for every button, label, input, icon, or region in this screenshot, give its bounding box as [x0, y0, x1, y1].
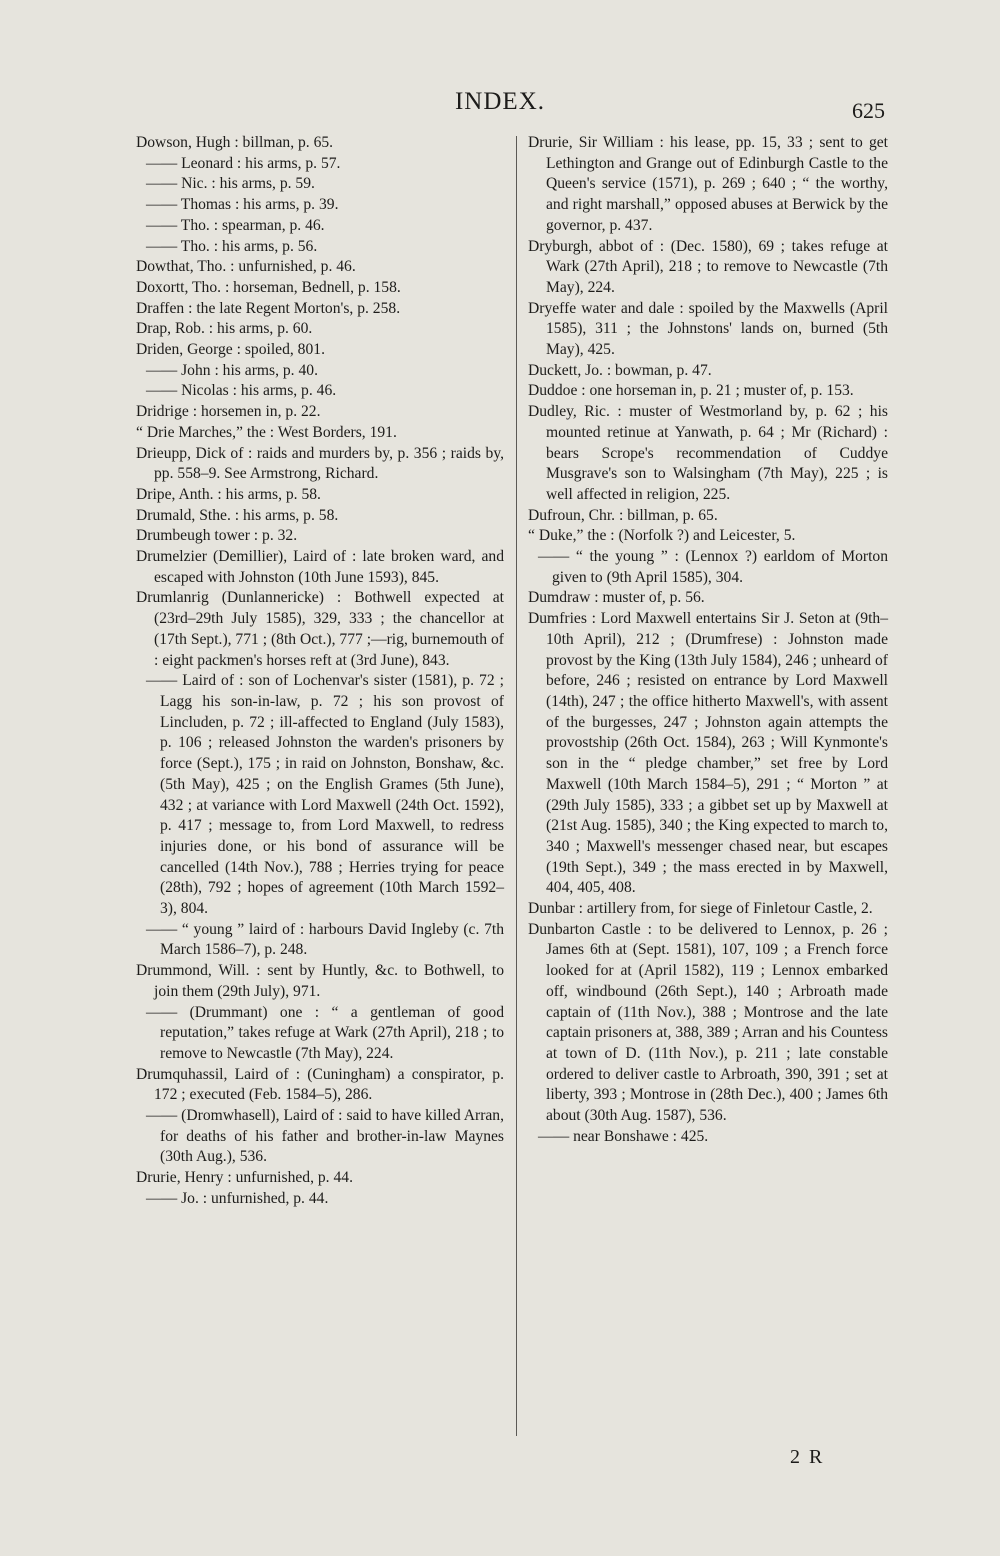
index-entry: Drieupp, Dick of : raids and murders by, p. 356 ; raids by, pp. 558–9. See Armstrong, Richard.: [136, 444, 504, 483]
index-subentry: —— Thomas : his arms, p. 39.: [146, 196, 339, 214]
column-divider: [516, 136, 517, 1436]
index-subentry: —— “ young ” laird of : harbours David Ingleby (c. 7th March 1586–7), p. 248.: [146, 920, 504, 959]
index-entry: Dunbarton Castle : to be delivered to Lennox, p. 26 ; James 6th at (Sept. 1581), 107, 109 ; a French force looked for at (April 1582), 119 ; Lennox embarked off, windbound (26th Sept.), 140 ; Arbroath made captain of (11th Nov.), 388 ; Montrose and the late captain prisoners at, 388, 389 ; Arran and his Countess at town of D. (11th Nov.), p. 211 ; late constable ordered to deliver castle to Arbroath, 390, 391 ; set at liberty, 393 ; Montrose in (28th Dec.), 400 ; James 6th about (30th Aug. 1587), 536.: [528, 920, 888, 1125]
signature-mark: 2 R: [790, 1446, 825, 1468]
index-entry: Dumfries : Lord Maxwell entertains Sir J. Seton at (9th–10th April), 212 ; (Drumfrese) : Johnston made provost by the King (13th July 1584), 246 ; unheard of before, 246 ; resisted on entrance by Lord Maxwell (14th), 247 ; the office hitherto Maxwell's, with assent of the burgesses, 247 ; Johnston again attempts the provostship (26th Oct. 1584), 263 ; Will Kynmonte's son in the “ pledge chamber,” set free by Lord Maxwell (10th March 1584–5), 291 ; “ Morton ” at (29th July 1585), 333 ; a gibbet set up by Maxwell at (21st Aug. 1585), 340 ; the King expected to march to, 340 ; Maxwell's messenger chased near, but escapes (19th Sept.), 349 ; the mass erected in by Maxwell, 404, 405, 408.: [528, 610, 888, 897]
index-subentry: —— Tho. : his arms, p. 56.: [146, 237, 318, 255]
index-column-right: [528, 133, 888, 1147]
index-entry: Dudley, Ric. : muster of Westmorland by, p. 62 ; his mounted retinue at Yanwath, p. 64 ; Mr (Richard) : bears Scrope's recommendation of Cuddye Musgrave's son to Walsingham (7th May), 225 ; is well affected in religion, 225.: [528, 403, 888, 503]
index-entry: Dowson, Hugh : billman, p. 65.: [136, 134, 334, 151]
index-entry: Duckett, Jo. : bowman, p. 47.: [528, 361, 712, 379]
index-subentry: —— Tho. : spearman, p. 46.: [146, 216, 325, 234]
index-entry: “ Drie Marches,” the : West Borders, 191.: [136, 423, 397, 441]
index-entry: “ Duke,” the : (Norfolk ?) and Leicester, 5.: [528, 527, 796, 545]
index-subentry: —— Laird of : son of Lochenvar's sister (1581), p. 72 ; Lagg his son-in-law, p. 72 ; his son provost of Lincluden, p. 72 ; ill-affected to England (July 1583), p. 106 ; released Johnston the warden's prisoners by force (Sept.), 175 ; in raid on Johnston, Bonshaw, &c. (5th May), 425 ; on the English Grames (5th June), 432 ; at variance with Lord Maxwell (24th Oct. 1592), p. 417 ; message to, from Lord Maxwell, to redress injuries done, or his bond of assurance will be cancelled (14th Nov.), 788 ; Herries trying for peace (28th), 792 ; hopes of agreement (10th March 1592–3), 804.: [146, 672, 504, 918]
index-entry: Duddoe : one horseman in, p. 21 ; muster of, p. 153.: [528, 382, 854, 400]
index-entry: Draffen : the late Regent Morton's, p. 258.: [136, 299, 401, 317]
index-subentry: —— John : his arms, p. 40.: [146, 361, 318, 379]
index-entry: Drumquhassil, Laird of : (Cuningham) a conspirator, p. 172 ; executed (Feb. 1584–5), 286.: [136, 1065, 504, 1104]
index-subentry: —— (Drummant) one : “ a gentleman of good reputation,” takes refuge at Wark (27th April), 218 ; to remove to Newcastle (7th May), 224.: [146, 1003, 504, 1062]
index-entry: Dumdraw : muster of, p. 56.: [528, 589, 705, 607]
index-subentry: —— Nic. : his arms, p. 59.: [146, 175, 315, 193]
index-entry: Drumlanrig (Dunlannericke) : Bothwell expected at (23rd–29th July 1585), 329, 333 ; the chancellor at (17th Sept.), 771 ; (8th Oct.), 777 ;—rig, burnemouth of : eight packmen's horses reft at (3rd June), 843.: [136, 589, 504, 669]
index-entry: Drummond, Will. : sent by Huntly, &c. to Bothwell, to join them (29th July), 971.: [136, 962, 504, 1000]
page-number: 625: [852, 98, 885, 123]
index-entry: Dryburgh, abbot of : (Dec. 1580), 69 ; takes refuge at Wark (27th April), 218 ; to remove to Newcastle (7th May), 224.: [528, 237, 888, 296]
running-title: INDEX.: [454, 88, 545, 115]
index-entry: Dufroun, Chr. : billman, p. 65.: [528, 506, 718, 524]
index-subentry: —— (Dromwhasell), Laird of : said to have killed Arran, for deaths of his father and brother-in-law Maynes (30th Aug.), 536.: [146, 1107, 504, 1166]
index-entry: Drurie, Henry : unfurnished, p. 44.: [136, 1169, 353, 1187]
index-subentry: —— Nicolas : his arms, p. 46.: [146, 382, 337, 400]
index-entry: Driden, George : spoiled, 801.: [136, 341, 325, 359]
index-entry: Drumbeugh tower : p. 32.: [136, 527, 298, 545]
index-entry: Dripe, Anth. : his arms, p. 58.: [136, 485, 321, 503]
index-entry: Drumelzier (Demillier), Laird of : late broken ward, and escaped with Johnston (10th June 1593), 845.: [136, 548, 504, 586]
index-entry: Drumald, Sthe. : his arms, p. 58.: [136, 506, 339, 524]
index-entry: Dridrige : horsemen in, p. 22.: [136, 403, 321, 421]
index-entry: Dryeffe water and dale : spoiled by the Maxwells (April 1585), 311 ; the Johnstons' lands on, burned (5th May), 425.: [528, 299, 888, 359]
index-subentry: —— Leonard : his arms, p. 57.: [146, 154, 341, 172]
index-entry: Drap, Rob. : his arms, p. 60.: [136, 320, 313, 338]
index-subentry: —— near Bonshawe : 425.: [538, 1127, 709, 1145]
index-entry: Dowthat, Tho. : unfurnished, p. 46.: [136, 258, 356, 276]
index-subentry: —— “ the young ” : (Lennox ?) earldom of Morton given to (9th April 1585), 304.: [538, 548, 888, 586]
index-subentry: —— Jo. : unfurnished, p. 44.: [146, 1189, 329, 1207]
index-entry: Doxortt, Tho. : horseman, Bednell, p. 158.: [136, 278, 401, 296]
index-column-left: [136, 133, 504, 1210]
index-entry: Dunbar : artillery from, for siege of Finletour Castle, 2.: [528, 900, 873, 918]
index-entry: Drurie, Sir William : his lease, pp. 15, 33 ; sent to get Lethington and Grange out of Edinburgh Castle to the Queen's service (1571), p. 269 ; 640 ; “ the worthy, and right marshall,” opposed abuses at Berwick by the governor, p. 437.: [528, 134, 888, 234]
